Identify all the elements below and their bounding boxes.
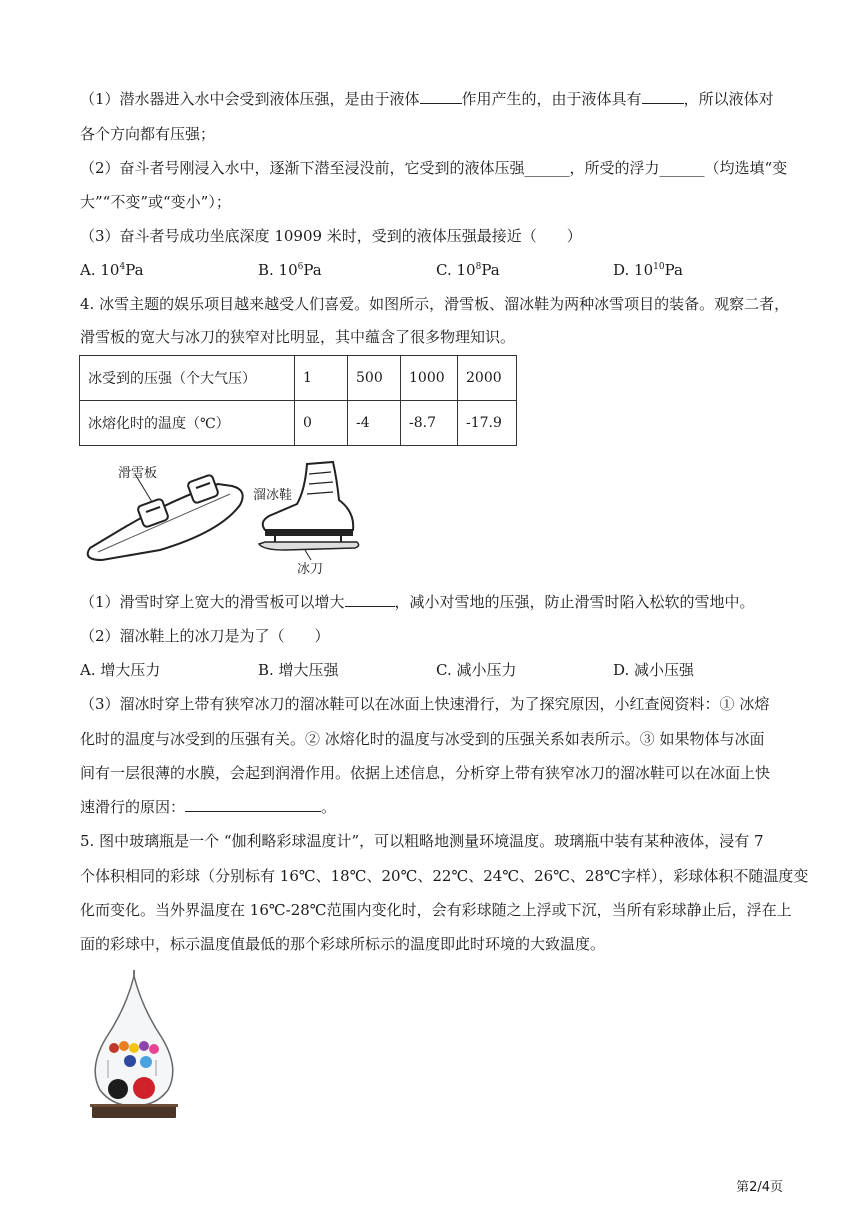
q3-sub3: （3）奋斗者号成功坐底深度 10909 米时，受到的液体压强最接近（ ） (80, 227, 582, 245)
table-row (80, 356, 517, 401)
q5-line4: 面的彩球中，标示温度值最低的那个彩球所标示的温度即此时环境的大致温度。 (80, 935, 606, 953)
q4-intro-line2: 滑雪板的宽大与冰刀的狭窄对比明显，其中蕴含了很多物理知识。 (80, 328, 516, 346)
q3-sub2-line1: （2）奋斗者号刚浸入水中，逐渐下潜至浸没前，它受到的液体压强______，所受的浮力______（均选填“变 (80, 159, 788, 177)
table-cell: -17.9 (458, 401, 517, 446)
q3-option-d[interactable]: D. $10^{10}Pa$ (613, 261, 683, 279)
q4-sub2: （2）溜冰鞋上的冰刀是为了（ ） (80, 627, 330, 645)
pressure-temperature-table (79, 355, 517, 446)
table-cell: 0 (295, 401, 348, 446)
q4-sub3-line3: 间有一层很薄的水膜，会起到润滑作用。依据上述信息，分析穿上带有狭窄冰刀的溜冰鞋可以在冰面上快 (80, 764, 771, 782)
q3-sub2-line2: 大”“不变”或“变小”）； (80, 193, 231, 211)
q3-option-c[interactable]: C. $10^8Pa$ (436, 261, 500, 279)
q3-sub1-text-a: （1）潜水器进入水中会受到液体压强，是由于液体 (80, 90, 420, 108)
table-cell: -8.7 (401, 401, 458, 446)
ice-skate-figure (245, 460, 365, 560)
q4-option-d[interactable]: D. 减小压强 (613, 661, 695, 679)
snowboard-label: 滑雪板 (118, 466, 158, 481)
blank[interactable] (642, 89, 684, 104)
blank[interactable] (345, 592, 395, 607)
q4-option-b[interactable]: B. 增大压强 (258, 661, 339, 679)
q5-line3: 化而变化。当外界温度在 16℃-28℃范围内变化时，会有彩球随之上浮或下沉，当所有彩球静止后，浮在上 (80, 901, 792, 919)
answer-blank[interactable] (185, 797, 321, 812)
skate-label: 溜冰鞋 (253, 488, 293, 503)
q3-sub1-text-b: 作用产生的，由于液体具有 (461, 90, 642, 108)
table-cell: 500 (348, 356, 401, 401)
q4-sub1-text-b: ，减小对雪地的压强，防止滑雪时陷入松软的雪地中。 (394, 593, 755, 611)
table-cell: 2000 (458, 356, 517, 401)
q3-sub1-line1 (80, 89, 774, 109)
q4-option-c[interactable]: C. 减小压力 (436, 661, 517, 679)
table-cell: 1 (295, 356, 348, 401)
table-cell: 冰熔化时的温度（℃） (80, 401, 295, 446)
q4-sub1 (80, 592, 755, 612)
table-cell: 1000 (401, 356, 458, 401)
table-cell: 冰受到的压强（个大气压） (80, 356, 295, 401)
q4-option-a[interactable]: A. 增大压力 (80, 661, 161, 679)
q4-sub1-text-a: （1）滑雪时穿上宽大的滑雪板可以增大 (80, 593, 345, 611)
blank[interactable] (420, 89, 462, 104)
table-cell: -4 (348, 401, 401, 446)
q5-line1: 5. 图中玻璃瓶是一个 “伽利略彩球温度计”，可以粗略地测量环境温度。玻璃瓶中装有某种液体，浸有 7 (80, 832, 764, 850)
q4-sub3-line1: （3）溜冰时穿上带有狭窄冰刀的溜冰鞋可以在冰面上快速滑行，为了探究原因，小红查阅资料：① 冰熔 (80, 695, 770, 713)
table-row (80, 401, 517, 446)
q5-line2: 个体积相同的彩球（分别标有 16℃、18℃、20℃、22℃、24℃、26℃、28℃字样），彩球体积不随温度变 (80, 867, 809, 885)
snowboard-figure (80, 460, 250, 565)
q4-sub3-line4: 速滑行的原因： 。 (80, 798, 337, 816)
page-number: 第2/4页 (736, 1180, 783, 1195)
q3-sub1-text-c: ，所以液体对 (683, 90, 774, 108)
q3-sub1-line2: 各个方向都有压强； (80, 125, 216, 143)
blade-label: 冰刀 (297, 562, 324, 577)
q3-option-a[interactable]: A. $10^4Pa$ (80, 261, 144, 279)
q4-sub3-line2: 化时的温度与冰受到的压强有关。② 冰熔化时的温度与冰受到的压强关系如表所示。③ 如果物体与冰面 (80, 730, 765, 748)
galileo-thermometer-figure (86, 968, 196, 1118)
q3-option-b[interactable]: B. $10^6Pa$ (258, 261, 322, 279)
q4-intro-line1: 4. 冰雪主题的娱乐项目越来越受人们喜爱。如图所示，滑雪板、溜冰鞋为两种冰雪项目的装备。观察二者， (80, 295, 790, 313)
q4-sub3-text: 速滑行的原因： (80, 798, 186, 816)
